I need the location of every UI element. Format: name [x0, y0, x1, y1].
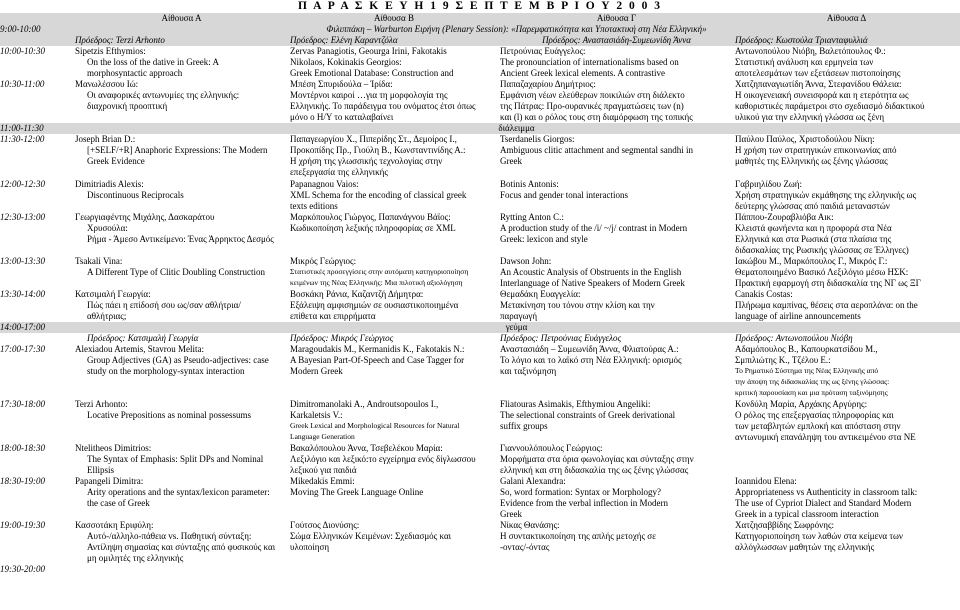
talk-author: Θεμαδάκη Ευαγγελία: — [500, 289, 581, 299]
talk-cell-a — [75, 399, 290, 443]
talk-title-line: Χρυσούλα: — [87, 223, 128, 233]
talk-title-line: κειμένων της Νέας Ελληνικής: Μια πιλοτική αξιολόγηση — [290, 278, 463, 287]
talk-title-line: Greek Lexical and Morphological Resources for Natural — [290, 421, 460, 430]
session-time: 18:00-18:30 — [0, 443, 45, 453]
talk-author: Papangeli Dimitra: — [75, 476, 144, 486]
room-c-header: Αίθουσα Γ — [596, 13, 637, 23]
talk-title-line: την άποψη της διδασκαλίας της ως ξένης γλώσσας: — [735, 377, 890, 386]
talk-title-line: μη ομιλητές της ελληνικής — [87, 553, 184, 563]
talk-title-line: The use of Cypriot Dialect and Standard Modern — [735, 498, 912, 508]
talk-title-line: Ελληνικά και στα Ρωσικά (στα πλαίσια της — [735, 234, 892, 244]
session-row — [0, 289, 960, 322]
talk-title-line: Εξάλειψη αμφισημιών σε ουσιαστικοποιημένα — [290, 300, 459, 310]
chair2-c: Πρόεδρος: Πετρούνιας Ευάγγελος — [500, 333, 622, 343]
talk-title-line: Ambiguous clitic attachment and segmental sandhi in — [500, 145, 693, 155]
talk-title-line: Ancient Greek lexical elements. A contrastive — [500, 68, 665, 78]
talk-title-line: παραγωγή — [500, 311, 538, 321]
talk-title-line: Ρήμα - Άμεσο Αντικείμενο: Ένας Άρρηκτος Δεσμός — [87, 234, 274, 244]
plenary-text: Φιλιππάκη – Warburton Ειρήνη (Plenary Session): «Παρεμφατικότητα και Υποτακτική στη Νέα Ελληνική» — [326, 24, 707, 34]
talk-author: Joseph Brian D.: — [75, 134, 136, 144]
talk-author: Dawson John: — [500, 256, 552, 266]
talk-cell-a — [75, 443, 290, 476]
chairs-row — [0, 35, 960, 46]
talk-title-line: αλλόγλωσσων μαθητών της ελληνικής — [735, 542, 875, 552]
talk-title-line: Λεξιλόγιο και λεξικό:το εγχείρημα ενός δίγλωσσου — [290, 454, 476, 464]
talk-title-line: the case of Greek — [87, 498, 150, 508]
chairs-row-2 — [0, 333, 960, 344]
break-row — [0, 123, 960, 134]
page-title: Π Α Ρ Α Σ Κ Ε Υ Η 1 9 Σ Ε Π Τ Ε Μ Β Ρ Ι Ο Υ 2 0 0 3 — [297, 0, 662, 12]
talk-title-line: Κλειστά φωνήεντα και η προφορά στα Νέα — [735, 223, 892, 233]
session-time: 10:00-10:30 — [0, 46, 45, 56]
talk-title-line: επίθετα και επιρρήματα — [290, 311, 376, 321]
talk-title-line: -οντας/-όντας — [500, 542, 550, 552]
talk-author — [735, 443, 958, 454]
talk-title-line: αποτελεσμάτων των εξετάσεων πιστοποίησης — [735, 68, 901, 78]
talk-author: Ntelitheos Dimitrios: — [75, 443, 152, 453]
talk-cell-a — [75, 179, 290, 212]
talk-cell-d — [735, 212, 960, 256]
session-row — [0, 256, 960, 289]
talk-author: Αντωνοπούλου Νιόβη, Βαλετόπουλος Φ.: — [735, 46, 886, 56]
talk-title-line: και (l) και ο ρόλος τους στη διαμόρφωση της τοπικής — [500, 112, 693, 122]
last-time: 19:30-20:00 — [0, 564, 45, 574]
talk-title-line: Evidence from the verbal inflection in Modern — [500, 498, 668, 508]
talk-author: Tsakali Vina: — [75, 256, 123, 266]
talk-cell-c — [500, 344, 735, 399]
talk-title-line: λεξικού για παιδιά — [290, 465, 357, 475]
session-row — [0, 79, 960, 123]
talk-cell-b — [290, 134, 500, 179]
talk-cell-c — [500, 443, 735, 476]
talk-cell-b — [290, 46, 500, 79]
talk-cell-c — [500, 520, 735, 564]
talk-title-line: Εμφάνιση νέων ελεύθερων ποικιλιών στη διάλεκτο — [500, 90, 685, 100]
session-row — [0, 134, 960, 179]
time-header — [0, 13, 75, 24]
chair2-b: Πρόεδρος: Μικρός Γεώργιος — [290, 333, 394, 343]
talk-title-line: Greek: lexicon and style — [500, 234, 588, 244]
talk-cell-a — [75, 79, 290, 123]
talk-title-line: Κατηγοριοποίηση των λαθών στα κείμενα των — [735, 531, 903, 541]
talk-cell-b — [290, 212, 500, 256]
talk-author: Κασσοτάκη Εριφύλη: — [75, 520, 154, 530]
talk-author: Βοσκάκη Ράνια, Καζαντζή Δήμητρα: — [290, 289, 424, 299]
talk-title-line: The pronounciation of internationalisms based on — [500, 57, 679, 67]
talk-cell-d — [735, 520, 960, 564]
talk-title-line: μαθητές της Ελληνικής ως ξένης γλώσσας — [735, 156, 888, 166]
talk-author: Κονδύλη Μαρία, Αρχάκης Αργύρης: — [735, 399, 868, 409]
talk-author: Galani Alexandra: — [500, 476, 566, 486]
talk-title-line: Σώμα Ελληνικών Κειμένων: Σχεδιασμός και — [290, 531, 452, 541]
session-row — [0, 344, 960, 399]
chair-b: Πρόεδρος: Ελένη Καραντζόλα — [290, 35, 398, 45]
talk-author: Γαβριηλίδου Ζωή: — [735, 179, 802, 189]
talk-author: Sipetzis Efthymios: — [75, 46, 146, 56]
afternoon-sessions — [0, 344, 960, 564]
lunch-row — [0, 322, 960, 333]
talk-title-line: κριτική παρουσίαση και μια πρόταση ταξινόμησης — [735, 388, 888, 397]
talk-title-line: So, word formation: Syntax or Morphology? — [500, 487, 661, 497]
talk-title-line: υλοποίηση — [290, 542, 330, 552]
talk-cell-a — [75, 212, 290, 256]
talk-title-line: An Acoustic Analysis of Obstruents in the English — [500, 267, 682, 277]
talk-title-line: Karkaletsis V.: — [290, 410, 343, 420]
session-row — [0, 520, 960, 564]
talk-title-line: Group Adjectives (GA) as Pseudo-adjectives: case — [87, 355, 269, 365]
talk-cell-b — [290, 344, 500, 399]
talk-title-line: Arity operations and the syntax/lexicon parameter: — [87, 487, 270, 497]
room-a-header: Αίθουσα Α — [161, 13, 202, 23]
talk-title-line: A Bayesian Part-Of-Speech and Case Tagger for — [290, 355, 465, 365]
talk-author: Αναστασιάδη – Συμεωνίδη Άννα, Φλιατούρας Α.: — [500, 344, 679, 354]
talk-author: Μανωλέσσου Ιώ: — [75, 79, 139, 89]
talk-author: Κατσιμαλή Γεωργία: — [75, 289, 151, 299]
talk-cell-c — [500, 179, 735, 212]
talk-title-line: Πλήρωμα καμπίνας, θέσεις στα αεροπλάνα: on the — [735, 300, 918, 310]
chair-d: Πρόεδρος: Κωστούλα Τριανταφυλλιά — [735, 35, 868, 45]
talk-title-line: Το λόγιο και το λαϊκό στη Νέα Ελληνική: ορισμός — [500, 355, 682, 365]
talk-title-line: Θεματοποιημένο Βασικό Λεξιλόγιο μέσω ΗΣΚ: — [735, 267, 909, 277]
talk-author: Παπαγεωργίου Χ., Πιπερίδης Στ., Δεμοίρος Ι., — [290, 134, 457, 144]
talk-author: Γιαννουλόπουλος Γεώργιος: — [500, 443, 603, 453]
talk-title-line: texts editions — [290, 201, 338, 211]
session-row — [0, 179, 960, 212]
talk-title-line: Μοντέρνοι καιροί …για τη μορφολογία της — [290, 90, 448, 100]
talk-title-line: Greek — [500, 509, 522, 519]
talk-title-line: Greek Evidence — [87, 156, 145, 166]
session-time: 18:30-19:00 — [0, 476, 45, 486]
talk-cell-d — [735, 289, 960, 322]
talk-title-line: Greek Emotional Database: Construction and — [290, 68, 454, 78]
talk-author: Mikedakis Emmi: — [290, 476, 355, 486]
talk-cell-d — [735, 344, 960, 399]
talk-title-line: Σμπιλιώτης Κ., Τζέλου Ε.: — [735, 355, 831, 365]
talk-cell-b — [290, 79, 500, 123]
session-time: 19:00-19:30 — [0, 520, 45, 530]
talk-author: Rytting Anton C.: — [500, 212, 564, 222]
talk-title-line: Appropriateness vs Authenticity in classroom talk: — [735, 487, 918, 497]
session-row — [0, 212, 960, 256]
talk-title-line: αθλήτριας; — [87, 311, 127, 321]
talk-title-line: Η χρήση της γλωσσικής τεχνολογίας στην — [290, 156, 443, 166]
session-row — [0, 399, 960, 443]
talk-author: Dimitriadis Alexis: — [75, 179, 144, 189]
talk-author: Αδαμόπουλος Β., Καπουρκατσίδου Μ., — [735, 344, 878, 354]
talk-title-line: Ο ρόλος της επεξεργασίας πληροφορίας και — [735, 410, 894, 420]
talk-author: Terzi Arhonto: — [75, 399, 128, 409]
talk-title-line: Πώς πάει η επίδοσή σου ως/σαν αθλήτρια/ — [87, 300, 241, 310]
talk-cell-c — [500, 256, 735, 289]
talk-title-line: Χρήση στρατηγικών εκμάθησης της ελληνικής ως — [735, 190, 917, 200]
talk-cell-d — [735, 79, 960, 123]
talk-cell-c — [500, 289, 735, 322]
talk-title-line: Στατιστική ανάλυση και ερμηνεία των — [735, 57, 874, 67]
talk-title-line: Interlanguage of Native Speakers of Modern Greek — [500, 278, 685, 288]
talk-title-line: υλικού για την ελληνική γλώσσα ως ξένη — [735, 112, 885, 122]
talk-title-line: διαχρονική προοπτική — [87, 101, 168, 111]
talk-title-line: The selectional constraints of Greek derivational — [500, 410, 676, 420]
talk-cell-d — [735, 256, 960, 289]
talk-title-line: language of airline announcements — [735, 311, 861, 321]
talk-title-line: Language Generation — [290, 432, 355, 441]
talk-cell-b — [290, 289, 500, 322]
talk-cell-b — [290, 520, 500, 564]
talk-title-line: καθοριστικές παράμετροι στο σχεδιασμό διδακτικού — [735, 101, 925, 111]
room-b-header: Αίθουσα Β — [373, 13, 414, 23]
talk-author: Alexiadou Artemis, Stavrou Melita: — [75, 344, 204, 354]
talk-title-line: Modern Greek — [290, 366, 343, 376]
talk-cell-b — [290, 443, 500, 476]
talk-author: Tserdanelis Giorgos: — [500, 134, 575, 144]
talk-title-line: μόνο ο Η/Υ το καταλαβαίνει — [290, 112, 394, 122]
rooms-header — [0, 13, 960, 24]
talk-title-line: morphosyntactic approach — [87, 68, 183, 78]
chair2-d: Πρόεδρος: Αντωνοπούλου Νιόβη — [735, 333, 853, 343]
plenary-row — [0, 24, 960, 35]
chair2-a: Πρόεδρος: Κατσιμαλή Γεωργία — [87, 333, 199, 343]
talk-title-line: Nikolaos, Kokinakis Georgios: — [290, 57, 402, 67]
session-row — [0, 443, 960, 476]
talk-author: Γούτσος Διονύσης: — [290, 520, 360, 530]
talk-title-line: Κωδικοποίηση λεξικής πληροφορίας σε XML — [290, 223, 456, 233]
talk-author: Ioannidou Elena: — [735, 476, 797, 486]
talk-author: Χατζηπαναγιωτίδη Άννα, Στεφανίδου Θάλεια: — [735, 79, 902, 89]
talk-cell-b — [290, 256, 500, 289]
talk-author: Βακαλόπουλου Άννα, Τσεβελέκου Μαρία: — [290, 443, 443, 453]
session-time: 17:00-17:30 — [0, 344, 45, 354]
talk-title-line: Ellipsis — [87, 465, 115, 475]
talk-title-line: XML Schema for the encoding of classical greek — [290, 190, 467, 200]
talk-cell-c — [500, 134, 735, 179]
talk-author: Maragoudakis M., Kermanidis K., Fakotakis N.: — [290, 344, 465, 354]
talk-title-line: Μετακίνηση του τόνου στην κλίση και την — [500, 300, 655, 310]
talk-cell-a — [75, 134, 290, 179]
talk-title-line: δεύτερης γλώσσας από παιδιά μεταναστών — [735, 201, 890, 211]
talk-title-line: A production study of the /i/ ~/j/ contrast in Modern — [500, 223, 688, 233]
talk-cell-d — [735, 46, 960, 79]
talk-author: Χατζησαββίδης Σωφρόνης: — [735, 520, 835, 530]
session-time: 13:30-14:00 — [0, 289, 45, 299]
talk-author: Νίκας Θανάσης: — [500, 520, 560, 530]
talk-author: Πάππου-Ζουραβλιόβα Αικ: — [735, 212, 834, 222]
talk-cell-d — [735, 134, 960, 179]
talk-cell-c — [500, 212, 735, 256]
talk-cell-d — [735, 399, 960, 443]
talk-cell-b — [290, 179, 500, 212]
talk-author: Μικρός Γεώργιος: — [290, 256, 357, 266]
talk-cell-a — [75, 344, 290, 399]
last-row — [0, 564, 960, 575]
talk-author: Παπαζαχαρίου Δημήτριος: — [500, 79, 596, 89]
talk-cell-d — [735, 179, 960, 212]
talk-cell-c — [500, 399, 735, 443]
talk-title-line: επεξεργασία της ελληνικής — [290, 167, 388, 177]
talk-title-line: A Different Type of Clitic Doubling Construction — [87, 267, 266, 277]
talk-author: Πετρούνιας Ευάγγελος: — [500, 46, 586, 56]
talk-title-line: suffix groups — [500, 421, 548, 431]
talk-title-line: διδασκαλίας της Ρωσικής γλώσσας σε Έλληνες) — [735, 245, 909, 255]
room-d-header: Αίθουσα Δ — [826, 13, 867, 23]
talk-cell-b — [290, 399, 500, 443]
talk-title-line: Μορφήματα στα όρια φωνολογίας και σύνταξης στην — [500, 454, 694, 464]
midday-sessions — [0, 134, 960, 322]
talk-title-line: Το Ρηματικό Σύστημα της Νέας Ελληνικής από — [735, 366, 879, 375]
talk-cell-c — [500, 476, 735, 520]
talk-cell-c — [500, 79, 735, 123]
session-time: 11:30-12:00 — [0, 134, 45, 144]
session-time: 12:30-13:00 — [0, 212, 45, 222]
talk-cell-c — [500, 46, 735, 79]
lunch-time: 14:00-17:00 — [0, 322, 45, 332]
talk-title-line: των μεταβλητών εμπλοκή και απόσταση στην — [735, 421, 901, 431]
talk-title-line: Προκοπίδης Πρ., Γιούλη Β., Κωνσταντινίδης Α.: — [290, 145, 466, 155]
talk-author: Γεωργιαφέντης Μιχάλης, Δασκαράτου — [75, 212, 215, 222]
talk-title-line: On the loss of the dative in Greek: A — [87, 57, 219, 67]
talk-title-line: Οι αναφορικές αντωνυμίες της ελληνικής: — [87, 90, 240, 100]
talk-cell-a — [75, 289, 290, 322]
talk-title-line: Discontinuous Reciprocals — [87, 190, 184, 200]
talk-title-line: Focus and gender tonal interactions — [500, 190, 628, 200]
talk-cell-d — [735, 443, 960, 476]
session-time: 10:30-11:00 — [0, 79, 45, 89]
session-row — [0, 46, 960, 79]
morning-sessions — [0, 46, 960, 123]
talk-title-line: Η χρήση των στρατηγικών επικοινωνίας από — [735, 145, 897, 155]
talk-title-line: αντωνυμική επανάληψη του αντικειμένου στα ΝΕ — [735, 432, 916, 442]
talk-author: Ιακώβου Μ., Μαρκόπουλος Γ., Μικρός Γ.: — [735, 256, 888, 266]
session-time: 12:00-12:30 — [0, 179, 45, 189]
talk-cell-a — [75, 476, 290, 520]
talk-title-line: Στατιστικές προσεγγίσεις στην αυτόματη κατηγοριοποίηση — [290, 267, 469, 276]
talk-title-line: The Syntax of Emphasis: Split DPs and Nominal — [87, 454, 264, 464]
talk-title-line: ελληνική και στη διδασκαλία της ως ξένης γλώσσας — [500, 465, 689, 475]
talk-title-line: Πρακτική εφαρμογή στη διδασκαλία της ΝΓ ως ΞΓ — [735, 278, 921, 288]
talk-author: Botinis Antonis: — [500, 179, 559, 189]
talk-author: Dimitromanolaki A., Androutsopoulos I., — [290, 399, 439, 409]
session-time: 13:00-13:30 — [0, 256, 45, 266]
talk-title-line: Ελληνικής. Το παράδειγμα του ονόματος έτσι όπως — [290, 101, 476, 111]
session-row — [0, 476, 960, 520]
talk-title-line: Moving The Greek Language Online — [290, 487, 424, 497]
talk-title-line: Locative Prepositions as nominal possessums — [87, 410, 251, 420]
talk-author: Fliatouras Asimakis, Efthymiou Angeliki: — [500, 399, 651, 409]
talk-title-line: της Πάτρας: Προ-ουρανικές πραγματώσεις των (n) — [500, 101, 684, 111]
talk-author: Παύλου Παύλος, Χριστοδούλου Νίκη: — [735, 134, 875, 144]
talk-author: Μαρκόπουλος Γιώργος, Παπανάγνου Βάϊος: — [290, 212, 451, 222]
talk-cell-d — [735, 476, 960, 520]
talk-cell-b — [290, 476, 500, 520]
talk-title-line: και ταξινόμηση — [500, 366, 557, 376]
talk-title-line: study on the morphology-syntax interaction — [87, 366, 245, 376]
talk-title-line: Η οικογενειακή συνεισφορά και η ετερότητα ως — [735, 90, 909, 100]
talk-author: Canakis Costas: — [735, 289, 793, 299]
session-time: 17:30-18:00 — [0, 399, 45, 409]
talk-title-line: Greek — [500, 156, 522, 166]
talk-author: Μπέση Σπυριδούλα – Ίρίδα: — [290, 79, 393, 89]
chair-c: Πρόεδρος: Αναστασιάδη-Συμεωνίδη Άννα — [542, 35, 691, 45]
talk-title-line: Η συντακτικοποίηση της απλής μετοχής σε — [500, 531, 656, 541]
plenary-time: 9:00-10:00 — [0, 24, 41, 34]
talk-title-line: Αντίληψη σημασίας και σύνταξης από φυσικούς και — [87, 542, 276, 552]
chair-a: Πρόεδρος: Terzi Arhonto — [75, 35, 165, 45]
talk-title-line: [+SELF/+R] Anaphoric Expressions: The Modern — [87, 145, 268, 155]
talk-cell-a — [75, 256, 290, 289]
talk-author: Papanagnou Vaios: — [290, 179, 359, 189]
lunch-label: γεύμα — [505, 322, 528, 332]
talk-author: Zervas Panagiotis, Geourga Irini, Fakotakis — [290, 46, 447, 56]
break-label: διάλειμμα — [498, 123, 535, 133]
talk-title-line: Αυτό-/αλληλο-πάθεια vs. Παθητική σύνταξη: — [87, 531, 252, 541]
talk-cell-a — [75, 520, 290, 564]
talk-title-line: Greek in a typical classroom interaction — [735, 509, 879, 519]
break-time: 11:00-11:30 — [0, 123, 44, 133]
talk-cell-a — [75, 46, 290, 79]
